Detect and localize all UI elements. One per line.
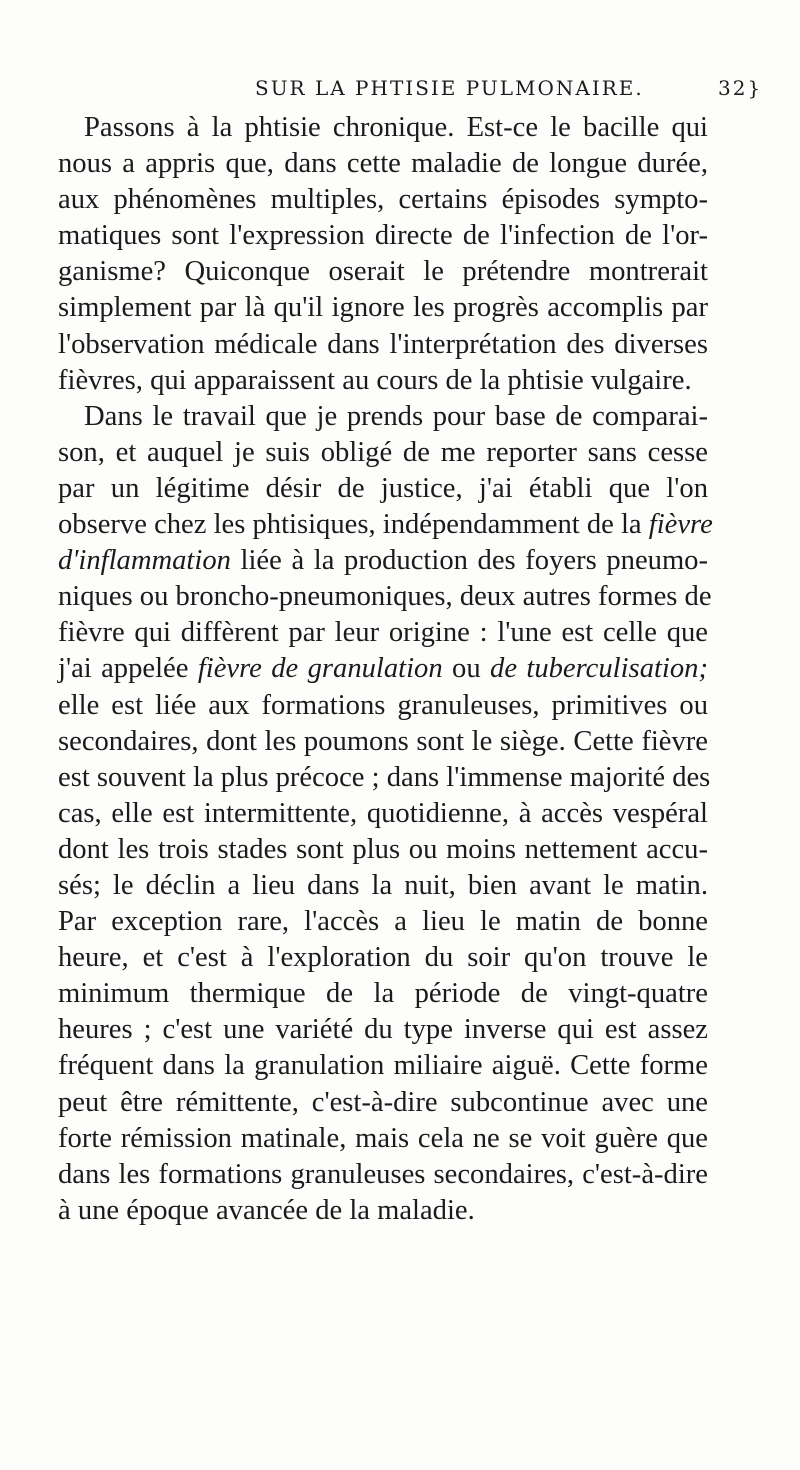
text-line: minimum thermique de la période de vingt-quatre	[58, 978, 708, 1010]
page-number: 32}	[718, 76, 763, 100]
text-line: peut être rémittente, c'est-à-dire subcontinue avec une	[58, 1086, 708, 1118]
text-line: l'observation médicale dans l'interprétation des diverses	[58, 328, 708, 360]
text-line: fièvres, qui apparaissent au cours de la phtisie vulgaire.	[58, 364, 692, 396]
text-line: cas, elle est intermittente, quotidienne, à accès vespéral	[58, 797, 708, 829]
text-line: dans les formations granuleuses secondaires, c'est-à-dire	[58, 1158, 708, 1190]
running-header	[0, 76, 800, 106]
text-line: heures ; c'est une variété du type inverse qui est assez	[58, 1014, 708, 1046]
text-line: niques ou broncho-pneumoniques, deux autres formes de	[58, 581, 712, 613]
body-text	[58, 110, 713, 1229]
text-line: simplement par là qu'il ignore les progrès accomplis par	[58, 292, 708, 324]
text-line: fièvre qui diffèrent par leur origine : l'une est celle que	[58, 617, 708, 649]
italic-term: de tuberculisation;	[490, 653, 708, 685]
text-line: dont les trois stades sont plus ou moins nettement accu-	[58, 833, 708, 865]
italic-term: d'inflammation	[58, 545, 231, 577]
italic-term: fièvre de granulation	[197, 653, 443, 685]
running-title: SUR LA PHTISIE PULMONAIRE.	[255, 76, 644, 100]
text-line: fréquent dans la granulation miliaire aiguë. Cette forme	[58, 1050, 708, 1082]
text-line: forte rémission matinale, mais cela ne se voit guère que	[58, 1122, 708, 1154]
text-line: sés; le déclin a lieu dans la nuit, bien avant le matin.	[58, 869, 708, 901]
italic-term: fièvre	[648, 509, 713, 541]
text-line: Passons à la phtisie chronique. Est-ce le bacille qui	[84, 112, 708, 143]
text-line: est souvent la plus précoce ; dans l'immense majorité des	[58, 761, 711, 793]
text-line: j'ai appelée fièvre de granulation ou de tuberculisation;	[58, 653, 708, 685]
text-line: d'inflammation liée à la production des foyers pneumo-	[58, 545, 708, 577]
text-line: observe chez les phtisiques, indépendamment de la fièvre	[58, 509, 713, 541]
text-line: matiques sont l'expression directe de l'infection de l'or-	[58, 220, 708, 252]
text-line: Par exception rare, l'accès a lieu le matin de bonne	[58, 906, 708, 938]
text-line: heure, et c'est à l'exploration du soir qu'on trouve le	[58, 942, 708, 974]
text-line: nous a appris que, dans cette maladie de longue durée,	[58, 148, 708, 180]
text-line: aux phénomènes multiples, certains épisodes sympto-	[58, 184, 708, 216]
text-line: son, et auquel je suis obligé de me reporter sans cesse	[58, 436, 708, 468]
text-line: secondaires, dont les poumons sont le siège. Cette fièvre	[58, 725, 708, 757]
text-line: ganisme? Quiconque oserait le prétendre montrerait	[58, 256, 708, 288]
text-line: à une époque avancée de la maladie.	[58, 1194, 475, 1226]
text-line: elle est liée aux formations granuleuses, primitives ou	[58, 689, 708, 721]
text-line: par un légitime désir de justice, j'ai établi que l'on	[58, 472, 708, 504]
text-line: Dans le travail que je prends pour base de comparai-	[84, 400, 708, 432]
